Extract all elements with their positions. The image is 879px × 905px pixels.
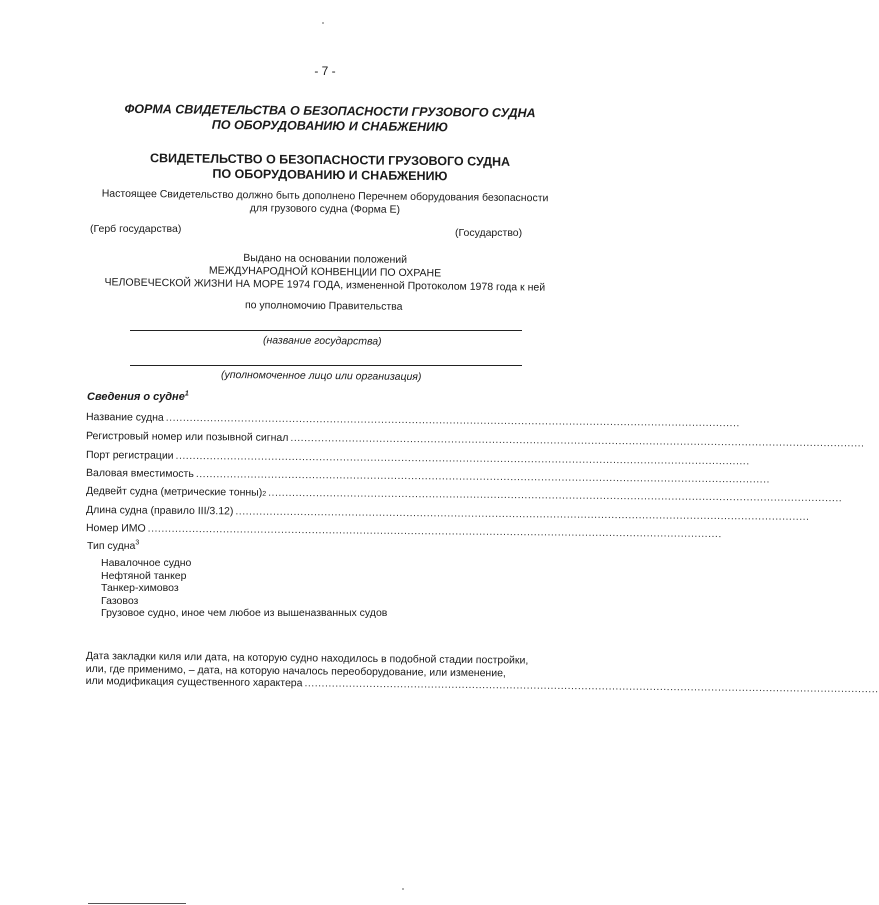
field-label: Регистровый номер или позывной сигнал	[85, 430, 289, 444]
ship-type-option: Навалочное судно	[101, 557, 192, 569]
page-number: - 7 -	[314, 64, 336, 78]
ship-type-list	[101, 557, 387, 620]
footnote-mark: 3	[135, 539, 140, 547]
ship-details-heading-text: Сведения о судне	[87, 391, 185, 403]
scan-speck	[322, 22, 324, 24]
field-label: Название судна	[85, 411, 164, 424]
field-label: Валовая вместимость	[85, 467, 194, 481]
authorized-line	[130, 365, 522, 366]
field-label: Длина судна (правило III/3.12)	[85, 504, 234, 518]
dot-leader: ........................................................................................................................................................................	[304, 677, 879, 696]
authority-text: по уполномочию Правительства	[244, 299, 403, 313]
field-label: Дедвейт судна (метрические тонны)	[85, 485, 263, 499]
coat-of-arms-label: (Герб государства)	[90, 223, 182, 235]
dot-leader: ........................................................................................................................................................................	[235, 505, 810, 523]
supplement-note-line-2: для грузового судна (Форма Е)	[249, 202, 401, 216]
authorized-caption: (уполномоченное лицо или организация)	[220, 368, 422, 384]
certificate-title-line-1: СВИДЕТЕЛЬСТВО О БЕЗОПАСНОСТИ ГРУЗОВОГО СУДНА	[149, 151, 511, 169]
ship-details-heading	[87, 391, 189, 403]
form-title-line-2: ПО ОБОРУДОВАНИЮ И СНАБЖЕНИЮ	[211, 117, 449, 135]
dot-leader: ........................................................................................................................................................................	[147, 522, 722, 541]
issued-line-1: Выдано на основании положений	[243, 252, 408, 267]
field-gross-tonnage	[85, 467, 771, 486]
ship-type-option: Газовоз	[101, 594, 139, 607]
keel-laying-date-field	[85, 650, 879, 696]
dot-leader: ........................................................................................................................................................................	[195, 468, 771, 486]
field-imo-number	[85, 522, 722, 541]
keel-line-3: или модификация существенного характера	[85, 674, 303, 690]
issued-under-text	[90, 250, 560, 295]
ship-type-option: Нефтяной танкер	[101, 569, 187, 582]
certificate-title	[120, 151, 540, 185]
form-title-line-1: ФОРМА СВИДЕТЕЛЬСТВА О БЕЗОПАСНОСТИ ГРУЗОВОГО СУДНА	[124, 101, 536, 121]
dot-leader: ........................................................................................................................................................................	[175, 449, 750, 468]
state-name-line	[130, 330, 522, 331]
state-name-caption: (название государства)	[262, 334, 382, 348]
field-label: Номер ИМО	[85, 522, 146, 535]
ship-type-text: Тип судна	[87, 540, 136, 552]
field-port-of-registry	[85, 449, 750, 468]
ship-type-option: Грузовое судно, иное чем любое из вышеназванных судов	[101, 607, 388, 619]
issued-line-3: ЧЕЛОВЕЧЕСКОЙ ЖИЗНИ НА МОРЕ 1974 ГОДА, измененной Протоколом 1978 года к ней	[104, 276, 546, 294]
field-deadweight	[85, 485, 843, 505]
supplement-note	[95, 188, 555, 219]
issued-line-2: МЕЖДУНАРОДНОЙ КОНВЕНЦИИ ПО ОХРАНЕ	[208, 264, 442, 280]
ship-type-label	[87, 540, 139, 552]
keel-line-2: или, где применимо, – дата, на которую началось переоборудование, или изменение,	[85, 662, 506, 679]
state-label: (Государство)	[455, 227, 523, 239]
dot-leader: ........................................................................................................................................................................	[290, 431, 865, 450]
ship-type-option: Танкер-химовоз	[101, 582, 179, 594]
keel-line-1: Дата закладки киля или дата, на которую судно находилось в подобной стадии постройки,	[85, 650, 529, 667]
scan-speck	[402, 888, 404, 890]
footnote-separator	[88, 903, 186, 904]
dot-leader: ........................................................................................................................................................................	[268, 486, 843, 505]
certificate-title-line-2: ПО ОБОРУДОВАНИЮ И СНАБЖЕНИЮ	[212, 166, 448, 184]
field-ship-length	[85, 504, 810, 523]
form-title	[120, 102, 540, 136]
footnote-mark: 1	[184, 390, 189, 398]
field-registration-number	[85, 430, 865, 450]
field-ship-name	[85, 411, 740, 430]
field-label: Порт регистрации	[85, 449, 174, 462]
dot-leader: ........................................................................................................................................................................	[165, 411, 740, 430]
supplement-note-line-1: Настоящее Свидетельство должно быть дополнено Перечнем оборудования безопасности	[101, 187, 549, 205]
